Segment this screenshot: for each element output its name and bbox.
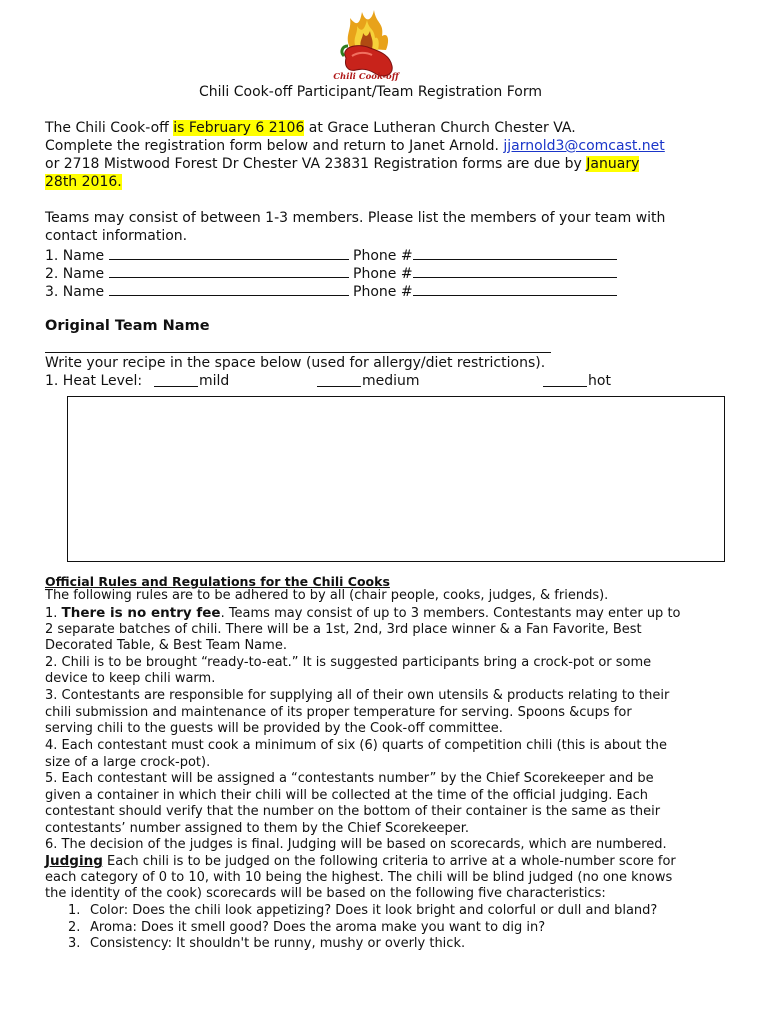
intro-text: The Chili Cook-off xyxy=(45,120,174,136)
judging-label: Judging xyxy=(45,853,103,869)
phone-field[interactable] xyxy=(413,264,617,278)
team-instruction-cont: contact information. xyxy=(45,228,188,244)
phone-field[interactable] xyxy=(413,246,617,260)
form-title: Chili Cook-off Participant/Team Registration Form xyxy=(199,84,543,100)
team-name-heading: Original Team Name xyxy=(45,318,210,334)
criteria-item xyxy=(68,936,465,951)
recipe-box[interactable] xyxy=(67,396,725,562)
name-field[interactable] xyxy=(109,264,349,278)
team-instruction: Teams may consist of between 1-3 members. Please list the members of your team with xyxy=(45,210,666,226)
rule-1-cont: 2 separate batches of chili. There will be a 1st, 2nd, 3rd place winner & a Fan Favorite, Best xyxy=(45,622,642,637)
rule-3: 3. Contestants are responsible for supplying all of their own utensils & products relating to their xyxy=(45,688,670,703)
intro-text: Complete the registration form below and return to Janet Arnold. xyxy=(45,138,504,154)
heat-level-row xyxy=(45,373,725,391)
intro-line-2 xyxy=(45,138,665,154)
intro-location: at Grace Lutheran Church Chester VA. xyxy=(304,120,576,136)
email-link[interactable]: jjarnold3@comcast.net xyxy=(503,138,665,154)
mild-label: mild xyxy=(199,373,230,389)
rule-4: 4. Each contestant must cook a minimum of six (6) quarts of competition chili (this is about the xyxy=(45,738,667,753)
rule-text: . Teams may consist of up to 3 members. Contestants may enter up to xyxy=(220,606,681,621)
rule-6: 6. The decision of the judges is final. Judging will be based on scorecards, which are numbered. xyxy=(45,837,667,852)
team-name-field[interactable] xyxy=(45,352,551,353)
member-row xyxy=(45,246,617,264)
criteria-item xyxy=(68,920,545,935)
rule-5-cont: given a container in which their chili will be collected at the time of the official judging. Each xyxy=(45,788,649,803)
medium-blank[interactable] xyxy=(317,373,361,387)
criteria-text: Color: Does the chili look appetizing? Does it look bright and colorful or dull and bland? xyxy=(90,903,658,918)
chili-logo xyxy=(330,8,402,86)
judging-cont: each category of 0 to 10, with 10 being the highest. The chili will be blind judged (no one knows xyxy=(45,870,673,885)
rule-3-cont: chili submission and maintenance of its proper temperature for serving. Spoons &cups for xyxy=(45,705,632,720)
intro-line-3 xyxy=(45,156,639,172)
rules-intro: The following rules are to be adhered to by all (chair people, cooks, judges, & friends). xyxy=(45,588,609,603)
phone-label: Phone # xyxy=(353,266,413,282)
recipe-instruction: Write your recipe in the space below (used for allergy/diet restrictions). xyxy=(45,355,546,371)
rule-2: 2. Chili is to be brought “ready-to-eat.” It is suggested participants bring a crock-pot or some xyxy=(45,655,652,670)
intro-line-1 xyxy=(45,120,576,136)
judging-cont: the identity of the cook) scorecards will be based on the following five characteristics: xyxy=(45,886,606,901)
intro-address: or 2718 Mistwood Forest Dr Chester VA 23831 Registration forms are due by xyxy=(45,156,587,172)
mild-blank[interactable] xyxy=(154,373,198,387)
rule-4-cont: size of a large crock-pot). xyxy=(45,755,211,770)
rule-number: 1. xyxy=(45,606,62,621)
judging-text: Each chili is to be judged on the following criteria to arrive at a whole-number score for xyxy=(102,854,676,869)
name-label: 3. Name xyxy=(45,284,105,300)
heat-level-label: 1. Heat Level: xyxy=(45,373,143,389)
phone-label: Phone # xyxy=(353,284,413,300)
rule-5-cont: contestants’ number assigned to them by the Chief Scorekeeper. xyxy=(45,821,470,836)
no-entry-fee: There is no entry fee xyxy=(61,605,221,621)
rule-3-cont: serving chili to the guests will be provided by the Cook-off committee. xyxy=(45,721,503,736)
rule-5: 5. Each contestant will be assigned a “contestants number” by the Chief Scorekeeper and be xyxy=(45,771,654,786)
rule-1 xyxy=(45,605,681,621)
name-label: 2. Name xyxy=(45,266,105,282)
criteria-number: 3. xyxy=(68,936,81,951)
judging-line xyxy=(45,853,676,869)
phone-label: Phone # xyxy=(353,248,413,264)
hot-label: hot xyxy=(588,373,611,389)
rule-1-cont: Decorated Table, & Best Team Name. xyxy=(45,638,287,653)
criteria-text: Consistency: It shouldn't be runny, mushy or overly thick. xyxy=(90,936,466,951)
rules-heading: Official Rules and Regulations for the Chili Cooks xyxy=(45,574,390,589)
criteria-number: 1. xyxy=(68,903,81,918)
criteria-number: 2. xyxy=(68,920,81,935)
name-field[interactable] xyxy=(109,282,349,296)
due-date: January xyxy=(586,156,640,172)
due-date-cont: 28th 2016. xyxy=(45,174,122,190)
hot-blank[interactable] xyxy=(543,373,587,387)
intro-line-4 xyxy=(45,174,122,190)
rule-5-cont: contestant should verify that the number on the bottom of their container is the same as their xyxy=(45,804,661,819)
criteria-item xyxy=(68,903,657,918)
rule-2-cont: device to keep chili warm. xyxy=(45,671,216,686)
member-row xyxy=(45,264,617,282)
criteria-text: Aroma: Does it smell good? Does the aroma make you want to dig in? xyxy=(90,920,546,935)
member-row xyxy=(45,282,617,300)
name-label: 1. Name xyxy=(45,248,105,264)
name-field[interactable] xyxy=(109,246,349,260)
logo-text: Chili Cook-off xyxy=(333,72,399,82)
medium-label: medium xyxy=(362,373,420,389)
phone-field[interactable] xyxy=(413,282,617,296)
event-date: is February 6 2106 xyxy=(173,120,305,136)
